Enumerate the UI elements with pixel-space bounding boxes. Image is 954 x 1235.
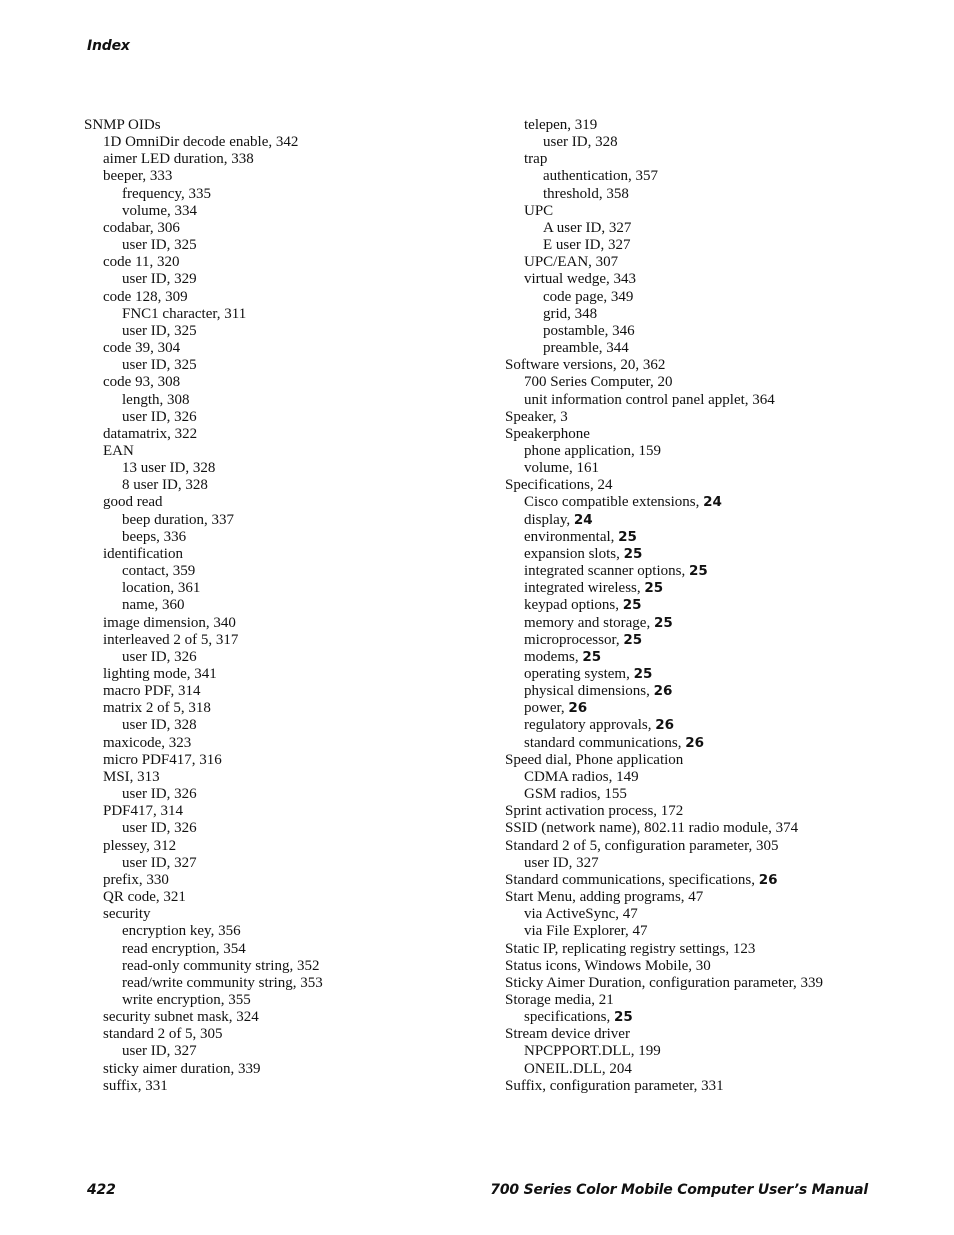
index-entry <box>505 374 905 391</box>
index-entry-bold-page: 25 <box>688 563 708 580</box>
index-entry <box>505 409 905 426</box>
index-entry-text: power, <box>524 700 569 717</box>
index-entry <box>505 460 905 477</box>
index-entry <box>84 597 484 614</box>
index-entry-text: A user ID, 327 <box>543 219 632 236</box>
index-entry-text: ONEIL.DLL, 204 <box>524 1060 632 1077</box>
index-entry-text: read-only community string, 352 <box>122 957 320 974</box>
index-entry-text: frequency, 335 <box>122 185 211 202</box>
index-entry-text: user ID, 326 <box>122 408 197 425</box>
index-entry-text: security <box>103 906 151 923</box>
index-entry <box>505 1009 905 1026</box>
index-entry <box>505 254 905 271</box>
index-entry-text: unit information control panel applet, 364 <box>524 391 775 408</box>
running-head: Index <box>87 38 130 54</box>
index-entry-text: user ID, 326 <box>122 786 197 803</box>
index-entry-text: modems, <box>524 648 583 665</box>
index-entry <box>505 666 905 683</box>
index-entry-text: datamatrix, 322 <box>103 425 198 442</box>
index-entry-text: CDMA radios, 149 <box>524 768 639 785</box>
index-entry-text: code page, 349 <box>543 288 634 305</box>
index-entry <box>84 254 484 271</box>
index-entry-text: length, 308 <box>122 391 190 408</box>
index-entry <box>84 134 484 151</box>
index-entry-text: postamble, 346 <box>543 322 635 339</box>
index-entry-text: preamble, 344 <box>543 340 629 357</box>
index-entry <box>84 1043 484 1060</box>
index-entry-bold-page: 25 <box>618 528 637 545</box>
index-entry <box>84 494 484 511</box>
index-entry <box>505 632 905 649</box>
index-entry <box>84 906 484 923</box>
index-entry-text: GSM radios, 155 <box>524 786 627 803</box>
index-entry-bold-page: 26 <box>758 871 778 888</box>
index-entry <box>84 838 484 855</box>
index-entry <box>84 477 484 494</box>
index-entry-text: grid, 348 <box>543 305 598 322</box>
index-entry-text: integrated scanner options, <box>524 563 689 580</box>
index-entry <box>84 923 484 940</box>
index-entry <box>84 632 484 649</box>
index-entry <box>505 512 905 529</box>
index-entry-text: regulatory approvals, <box>524 717 656 734</box>
index-entry-text: Software versions, 20, 362 <box>505 357 666 374</box>
index-entry <box>84 580 484 597</box>
index-entry <box>505 735 905 752</box>
index-entry <box>84 460 484 477</box>
index-entry <box>505 563 905 580</box>
index-entry-text: user ID, 325 <box>122 237 197 254</box>
index-entry-text: read encryption, 354 <box>122 940 246 957</box>
index-entry-text: specifications, <box>524 1009 614 1026</box>
index-entry <box>505 426 905 443</box>
index-entry <box>505 289 905 306</box>
index-entry-text: plessey, 312 <box>103 837 177 854</box>
index-entry-text: Cisco compatible extensions, <box>524 494 704 511</box>
index-entry-text: PDF417, 314 <box>103 803 184 820</box>
index-entry-text: matrix 2 of 5, 318 <box>103 700 211 717</box>
index-entry <box>84 512 484 529</box>
index-column-right <box>505 117 905 1095</box>
index-entry-text: beep duration, 337 <box>122 511 235 528</box>
index-entry-text: Static IP, replicating registry settings, 123 <box>505 940 756 957</box>
index-entry-text: user ID, 325 <box>122 322 197 339</box>
index-entry <box>505 392 905 409</box>
index-entry-bold-page: 26 <box>653 683 673 700</box>
index-entry <box>505 1061 905 1078</box>
index-entry-text: code 128, 309 <box>103 288 188 305</box>
index-entry-bold-page: 26 <box>568 700 588 717</box>
index-entry-bold-page: 24 <box>573 511 593 528</box>
index-column-left <box>84 117 484 1095</box>
index-entry <box>84 666 484 683</box>
index-entry <box>84 426 484 443</box>
index-entry <box>505 855 905 872</box>
index-entry <box>505 237 905 254</box>
index-entry-text: user ID, 325 <box>122 357 197 374</box>
index-entry <box>505 323 905 340</box>
index-entry-text: via ActiveSync, 47 <box>524 906 638 923</box>
index-entry <box>84 752 484 769</box>
index-entry-text: lighting mode, 341 <box>103 666 217 682</box>
index-entry <box>505 580 905 597</box>
index-entry <box>505 615 905 632</box>
index-entry <box>505 168 905 185</box>
index-entry-text: authentication, 357 <box>543 168 658 185</box>
index-entry <box>84 168 484 185</box>
index-entry-bold-page: 24 <box>703 494 722 511</box>
index-entry-text: Start Menu, adding programs, 47 <box>505 889 704 906</box>
index-entry-bold-page: 25 <box>582 648 602 665</box>
index-entry-text: read/write community string, 353 <box>122 974 323 991</box>
index-entry <box>84 889 484 906</box>
index-entry-text: maxicode, 323 <box>103 734 192 751</box>
index-entry-text: Storage media, 21 <box>505 991 614 1008</box>
index-entry-text: Speed dial, Phone application <box>505 751 684 768</box>
index-entry-text: write encryption, 355 <box>122 991 251 1008</box>
index-entry <box>84 649 484 666</box>
index-entry-text: code 11, 320 <box>103 254 180 271</box>
index-entry-text: interleaved 2 of 5, 317 <box>103 631 239 648</box>
index-entry <box>84 820 484 837</box>
index-entry <box>505 683 905 700</box>
index-entry <box>84 1026 484 1043</box>
index-entry-bold-page: 26 <box>655 717 675 734</box>
index-entry <box>505 186 905 203</box>
index-entry-text: QR code, 321 <box>103 889 186 906</box>
index-entry <box>505 134 905 151</box>
index-entry-text: 700 Series Computer, 20 <box>524 374 673 391</box>
index-entry-text: virtual wedge, 343 <box>524 271 637 288</box>
index-entry-bold-page: 25 <box>623 631 643 648</box>
index-entry-text: SSID (network name), 802.11 radio module, 374 <box>505 820 799 837</box>
index-entry <box>505 906 905 923</box>
index-entry-bold-page: 25 <box>644 580 664 597</box>
index-entry <box>84 546 484 563</box>
index-entry <box>84 1009 484 1026</box>
index-entry <box>84 357 484 374</box>
index-entry <box>505 271 905 288</box>
index-entry-text: standard 2 of 5, 305 <box>103 1026 223 1043</box>
index-entry-text: phone application, 159 <box>524 442 662 459</box>
index-entry <box>84 735 484 752</box>
index-entry-text: memory and storage, <box>524 614 654 631</box>
index-entry <box>84 958 484 975</box>
index-entry <box>505 700 905 717</box>
index-entry <box>505 306 905 323</box>
index-entry <box>505 992 905 1009</box>
index-entry-text: location, 361 <box>122 580 201 597</box>
index-entry-text: user ID, 327 <box>122 1043 197 1060</box>
index-entry <box>84 855 484 872</box>
index-entry-text: FNC1 character, 311 <box>122 305 247 322</box>
index-entry-text: code 93, 308 <box>103 374 181 391</box>
index-entry <box>84 786 484 803</box>
index-entry-text: expansion slots, <box>524 545 624 562</box>
index-entry <box>505 889 905 906</box>
index-entry-text: user ID, 327 <box>524 854 599 871</box>
index-entry <box>84 289 484 306</box>
index-entry-text: macro PDF, 314 <box>103 683 201 700</box>
index-entry <box>84 271 484 288</box>
index-entry-text: image dimension, 340 <box>103 614 236 631</box>
index-entry <box>84 683 484 700</box>
index-entry-text: code 39, 304 <box>103 340 181 357</box>
index-entry <box>84 151 484 168</box>
index-entry-text: Stream device driver <box>505 1026 630 1043</box>
index-entry-text: Sticky Aimer Duration, configuration parameter, 339 <box>505 974 824 991</box>
index-entry-text: trap <box>524 151 548 168</box>
index-entry <box>84 563 484 580</box>
index-entry-text: UPC/EAN, 307 <box>524 254 619 271</box>
index-entry <box>505 546 905 563</box>
index-entry <box>84 392 484 409</box>
index-entry <box>505 717 905 734</box>
index-entry-text: encryption key, 356 <box>122 923 241 940</box>
index-entry <box>505 1043 905 1060</box>
index-entry-text: operating system, <box>524 666 634 682</box>
index-entry <box>505 975 905 992</box>
index-entry-text: microprocessor, <box>524 631 624 648</box>
index-entry-text: physical dimensions, <box>524 683 654 700</box>
index-entry <box>84 306 484 323</box>
index-entry <box>84 1078 484 1095</box>
index-entry <box>505 494 905 511</box>
index-entry <box>505 1026 905 1043</box>
index-entry-bold-page: 25 <box>613 1009 633 1026</box>
index-entry-text: beeper, 333 <box>103 168 173 185</box>
index-entry <box>84 203 484 220</box>
index-entry <box>505 1078 905 1095</box>
index-entry <box>505 958 905 975</box>
index-entry-text: Standard 2 of 5, configuration parameter, 305 <box>505 837 779 854</box>
index-entry <box>505 203 905 220</box>
index-entry <box>505 838 905 855</box>
index-entry-text: Speakerphone <box>505 425 590 442</box>
index-entry-bold-page: 25 <box>622 597 642 614</box>
index-entry <box>505 649 905 666</box>
index-entry-text: contact, 359 <box>122 563 196 580</box>
index-entry <box>505 117 905 134</box>
index-entry <box>505 340 905 357</box>
index-entry <box>505 941 905 958</box>
index-entry-text: suffix, 331 <box>103 1077 168 1094</box>
index-entry <box>84 975 484 992</box>
index-entry <box>84 1061 484 1078</box>
index-entry-text: good read <box>103 494 163 511</box>
index-entry-text: standard communications, <box>524 734 686 751</box>
index-entry <box>84 717 484 734</box>
index-entry-text: Status icons, Windows Mobile, 30 <box>505 957 711 974</box>
index-entry-text: E user ID, 327 <box>543 237 631 254</box>
index-entry-text: UPC <box>524 202 554 219</box>
index-entry <box>505 803 905 820</box>
index-entry <box>84 941 484 958</box>
index-entry <box>84 700 484 717</box>
index-entry-bold-page: 25 <box>633 666 653 682</box>
index-entry <box>505 820 905 837</box>
index-entry-text: Sprint activation process, 172 <box>505 803 684 820</box>
index-entry-text: user ID, 328 <box>543 134 618 151</box>
index-entry-text: Suffix, configuration parameter, 331 <box>505 1077 724 1094</box>
index-entry <box>84 323 484 340</box>
index-entry-text: 1D OmniDir decode enable, 342 <box>103 134 299 151</box>
index-entry <box>505 477 905 494</box>
index-entry-text: Specifications, 24 <box>505 477 613 494</box>
manual-title: 700 Series Color Mobile Computer User’s Manual <box>490 1182 868 1198</box>
index-entry <box>505 151 905 168</box>
index-entry <box>84 340 484 357</box>
index-entry-text: sticky aimer duration, 339 <box>103 1060 261 1077</box>
index-entry <box>84 117 484 134</box>
index-entry <box>84 615 484 632</box>
index-entry-text: micro PDF417, 316 <box>103 751 222 768</box>
index-entry-bold-page: 26 <box>685 734 705 751</box>
index-entry-text: 13 user ID, 328 <box>122 460 216 477</box>
index-entry-text: Speaker, 3 <box>505 408 568 425</box>
index-entry <box>505 769 905 786</box>
page-number: 422 <box>87 1182 116 1198</box>
index-entry <box>84 872 484 889</box>
index-entry-text: codabar, 306 <box>103 219 180 236</box>
index-entry-text: prefix, 330 <box>103 871 169 888</box>
index-entry <box>505 443 905 460</box>
index-entry-text: EAN <box>103 442 134 459</box>
index-entry <box>505 872 905 889</box>
index-entry-text: via File Explorer, 47 <box>524 923 648 940</box>
index-entry-text: telepen, 319 <box>524 117 598 133</box>
index-entry <box>505 786 905 803</box>
index-entry-text: integrated wireless, <box>524 580 645 597</box>
index-entry <box>84 409 484 426</box>
index-entry <box>84 374 484 391</box>
index-entry <box>505 529 905 546</box>
index-entry <box>84 803 484 820</box>
index-entry-text: 8 user ID, 328 <box>122 477 208 494</box>
index-entry <box>84 186 484 203</box>
index-entry <box>505 752 905 769</box>
index-entry <box>84 443 484 460</box>
index-entry <box>505 357 905 374</box>
index-entry <box>505 923 905 940</box>
index-entry <box>84 769 484 786</box>
index-entry-text: user ID, 329 <box>122 271 197 288</box>
index-entry-text: SNMP OIDs <box>84 117 161 133</box>
index-entry <box>84 992 484 1009</box>
index-entry-text: user ID, 327 <box>122 854 197 871</box>
index-entry-text: user ID, 326 <box>122 820 197 837</box>
index-entry-text: Standard communications, specifications, <box>505 871 759 888</box>
index-entry-bold-page: 25 <box>653 614 673 631</box>
index-entry-text: volume, 334 <box>122 202 197 219</box>
index-entry-text: user ID, 328 <box>122 717 197 734</box>
index-entry-text: beeps, 336 <box>122 528 187 545</box>
index-entry-text: MSI, 313 <box>103 768 160 785</box>
index-entry-text: user ID, 326 <box>122 648 197 665</box>
index-entry-text: keypad options, <box>524 597 623 614</box>
index-entry <box>505 220 905 237</box>
index-entry-text: threshold, 358 <box>543 185 629 202</box>
index-entry-text: name, 360 <box>122 597 185 614</box>
index-entry-text: identification <box>103 545 183 562</box>
index-entry-text: aimer LED duration, 338 <box>103 151 254 168</box>
index-entry-bold-page: 25 <box>623 545 643 562</box>
index-entry <box>84 237 484 254</box>
index-entry <box>84 220 484 237</box>
index-entry-text: display, <box>524 511 574 528</box>
index-entry-text: NPCPPORT.DLL, 199 <box>524 1043 661 1060</box>
index-entry-text: environmental, <box>524 528 619 545</box>
index-entry-text: security subnet mask, 324 <box>103 1009 259 1026</box>
index-entry <box>505 597 905 614</box>
index-entry <box>84 529 484 546</box>
index-entry-text: volume, 161 <box>524 460 599 477</box>
